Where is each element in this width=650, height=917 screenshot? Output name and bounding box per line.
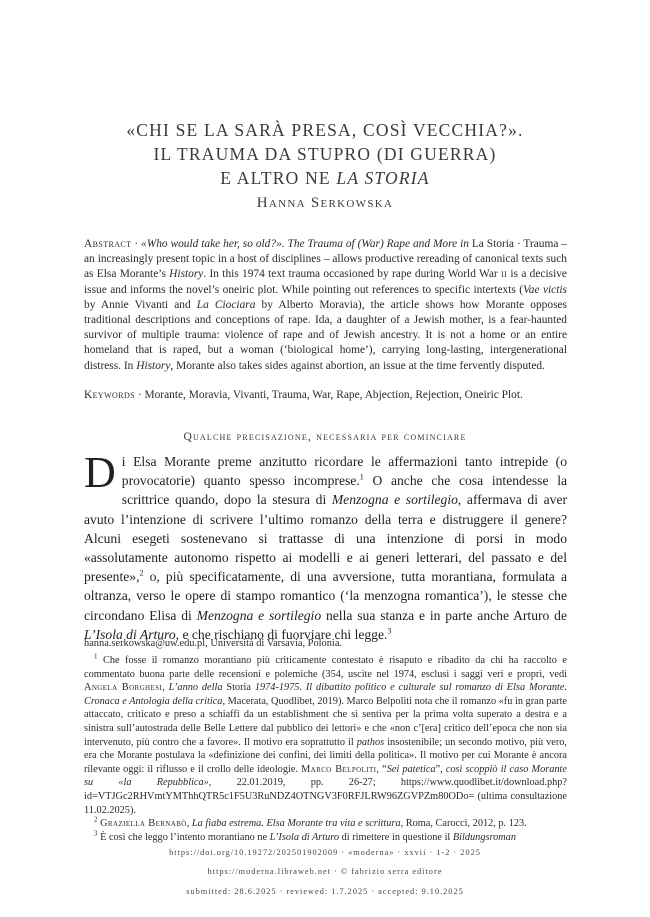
abstract-sep: · bbox=[131, 238, 142, 250]
footnote-1-text-2: , bbox=[162, 682, 169, 694]
footnote-ref-3[interactable]: 3 bbox=[387, 626, 392, 636]
footnote-1-italic-4: Sei patetica bbox=[386, 763, 436, 775]
footnote-1-text-6: , “ bbox=[376, 763, 387, 775]
footnote-3-text-2: di rimettere in questione il bbox=[339, 831, 453, 843]
footnote-1-italic-1: L’anno della bbox=[168, 682, 223, 694]
footnote-1-text-1: Che fosse il romanzo morantiano più criticamente contestato è risaputo e ribadito da chi ha raccolto e commentato buona parte delle recensioni e polemiche (354, uscite nel 1974, esclusi i saggi veri e propri, vedi bbox=[84, 655, 567, 680]
footnote-2 bbox=[84, 817, 567, 831]
abstract-history-2: History bbox=[136, 359, 171, 372]
abstract-text-2: . In this 1974 text trauma occasioned by rape during World War bbox=[203, 268, 501, 281]
footnote-ref-1[interactable]: 1 bbox=[359, 472, 364, 482]
footer-dates-line: submitted: 28.6.2025 · reviewed: 1.7.2025 · accepted: 9.10.2025 bbox=[186, 887, 464, 896]
footnotes bbox=[84, 654, 567, 844]
abstract-label: Abstract bbox=[84, 238, 132, 250]
title-line-2: IL TRAUMA DA STUPRO (DI GUERRA) bbox=[153, 144, 497, 164]
title-line-3 bbox=[60, 166, 590, 190]
keywords-text: · Morante, Moravia, Vivanti, Trauma, War, Rape, Abjection, Rejection, Oneiric Plot. bbox=[134, 389, 523, 401]
abstract bbox=[84, 237, 567, 374]
footnote-1-italic-3: pathos bbox=[356, 736, 385, 748]
section-heading: Qualche precisazione, necessaria per cominciare bbox=[183, 431, 467, 443]
body-isola: L’Isola di Arturo bbox=[84, 626, 176, 642]
abstract-text-5: by Alberto Moravia), the article shows how Morante opposes traditional descriptions and conceptions of rape. Ida, a daughter of a Jewish mother, is a fear-haunted survivor of multiple trauma: violence of rape and of Jewish ancestry. It is not a home or an entire homeland that is raped, but a woman (‘biological home’), carrying long-lasting, intergenerational distress. In bbox=[84, 298, 567, 372]
author-name: Hanna Serkowska bbox=[256, 195, 394, 211]
keywords bbox=[84, 388, 567, 403]
footnote-ref-2[interactable]: 2 bbox=[139, 568, 144, 578]
title-line-3-prefix: E ALTRO NE bbox=[220, 168, 337, 188]
abstract-vae-victis: Vae victis bbox=[523, 283, 567, 296]
article-title bbox=[60, 118, 590, 190]
abstract-text-1: Trauma – an increasingly present topic in a host of disciplines – allows productive rereading of canonical texts such as Elsa Morante’s bbox=[84, 238, 567, 281]
abstract-english-title-roman: La Storia bbox=[468, 238, 514, 250]
footnote-3-italic-1: L’Isola di Arturo bbox=[269, 831, 340, 843]
footnote-1-text-3: Storia bbox=[222, 682, 255, 694]
author-affiliation: hanna.serkowska@uw.edu.pl, Università di Varsavia, Polonia. bbox=[84, 638, 343, 649]
footnote-1-author-2: Marco Belpoliti bbox=[301, 763, 377, 775]
footnote-2-text-1: , bbox=[186, 818, 192, 830]
footnote-2-text-2: , Roma, Carocci, 2012, p. 123. bbox=[400, 818, 527, 830]
footnote-3-text-1: È così che leggo l’intento morantiano ne bbox=[97, 831, 270, 843]
body-text-4: o, più specificatamente, di una avversione, tutta morantiana, formulata a oltranza, verso le opere di stampo romantico (‘la menzogna romantica’), le stesse che circondano Elisa di bbox=[84, 569, 567, 623]
footnote-1-author-1: Angela Borghesi bbox=[84, 682, 163, 694]
body-text-2: O anche che cosa intendesse la scrittrice quando, dopo la stesura di bbox=[121, 473, 568, 508]
abstract-la-ciociara: La Ciociara bbox=[196, 298, 256, 311]
body-text-5: nella sua stanza e in parte anche Arturo de bbox=[321, 607, 567, 623]
footnote-1-text-8: , 22.01.2019, pp. 26-27; https://www.quodlibet.it/download.php?id=VTJGc2RHVmtYMThhQTR5c1F5U3RuNDZ4OTNGV3F0RFJLRW96ZGVPZm80ODo= (ultima consultazione 11.02.2025). bbox=[84, 777, 567, 816]
footnote-1-num: 1 bbox=[94, 652, 98, 661]
footnote-1-text-4: , Macerata, Quodlibet, 2019). Marco Belpoliti nota che il romanzo «fu in gran parte attaccato, criticato e preso a schiaffi da un establishment che si sentiva per la prima volta superato a destra e a sinistra sull’autostrada delle Belle Lettere dal pubblico dei lettori» e che «non c’[era] critico dell’epoca che non sia intervenuto, più contro che a favore». Il motivo era soprattutto il bbox=[84, 695, 567, 748]
abstract-english-title: «Who would take her, so old?». The Trauma of (War) Rape and More in bbox=[141, 238, 469, 250]
abstract-text-4: by Annie Vivanti and bbox=[84, 298, 197, 311]
footnote-1-italic-5: così scoppiò il caso Morante su «la Repubblica» bbox=[84, 763, 567, 789]
footnote-1-text-5: insostenibile; un secondo motivo, più vero, era che Morante postulava la «definizione dei confini, dei limiti della politica». Il motivo per cui Morante è ancora rilevante oggi: il riflusso e il crollo delle ideologie. bbox=[84, 736, 567, 775]
title-line-1: «CHI SE LA SARÀ PRESA, COSÌ VECCHIA?». bbox=[126, 120, 524, 140]
footnote-3-italic-2: Bildungsroman bbox=[452, 831, 516, 843]
body-paragraph bbox=[84, 448, 568, 644]
abstract-history-1: History bbox=[169, 268, 204, 281]
footnote-2-author: Graziella Bernabò bbox=[100, 818, 187, 830]
footnote-1-italic-2: 1974-1975. Il dibattito politico e culturale sul romanzo di Elsa Morante. Cronaca e Antologia della critica bbox=[84, 682, 568, 707]
body-menzogna-1: Menzogna e sortilegio bbox=[331, 492, 458, 508]
footer-doi-line[interactable]: https://doi.org/10.19272/202501902009 · «moderna» · xxvii · 1-2 · 2025 bbox=[169, 848, 481, 857]
footnote-3 bbox=[84, 831, 567, 845]
abstract-text-3: is a decisive issue and informs the novel’s oneiric plot. While pointing out references to specific intertexts ( bbox=[84, 268, 567, 296]
footnote-2-italic: La fiaba estrema. Elsa Morante tra vita e scrittura bbox=[191, 818, 401, 830]
footer-publisher-line[interactable]: https://moderna.libraweb.net · © fabrizio serra editore bbox=[207, 867, 443, 876]
body-menzogna-2: Menzogna e sortilegio bbox=[196, 607, 322, 623]
drop-cap: D bbox=[84, 448, 116, 497]
footnote-3-num: 3 bbox=[94, 829, 98, 838]
body-text-1: i Elsa Morante preme anzitutto ricordare le affermazioni tanto intrepide (o provocatorie) quanto spesso incomprese. bbox=[121, 454, 567, 489]
abstract-ww-num: ii bbox=[500, 268, 508, 281]
abstract-text-6: , Morante also takes sides against abortion, an issue at the time fervently disputed. bbox=[170, 359, 545, 372]
body-text-6: , e che rischiano di fuorviare chi legge. bbox=[175, 626, 388, 642]
keywords-label: Keywords bbox=[84, 389, 135, 401]
footnote-1 bbox=[84, 654, 567, 817]
abstract-sep-2: · bbox=[513, 238, 524, 250]
body-text-3: , affermava di aver avuto l’intenzione di scrivere l’ultimo romanzo della terra e distruggere il genere? Alcuni esegeti sostenevano si trattasse di una intenzione di porsi in modo «assolutamente autonomo rispetto ai modelli e ai generi letterari, del passato e del presente», bbox=[84, 492, 567, 585]
footnote-1-text-7: ”, bbox=[435, 763, 446, 775]
footnote-2-num: 2 bbox=[94, 815, 98, 824]
title-line-3-italic: LA STORIA bbox=[336, 168, 430, 188]
